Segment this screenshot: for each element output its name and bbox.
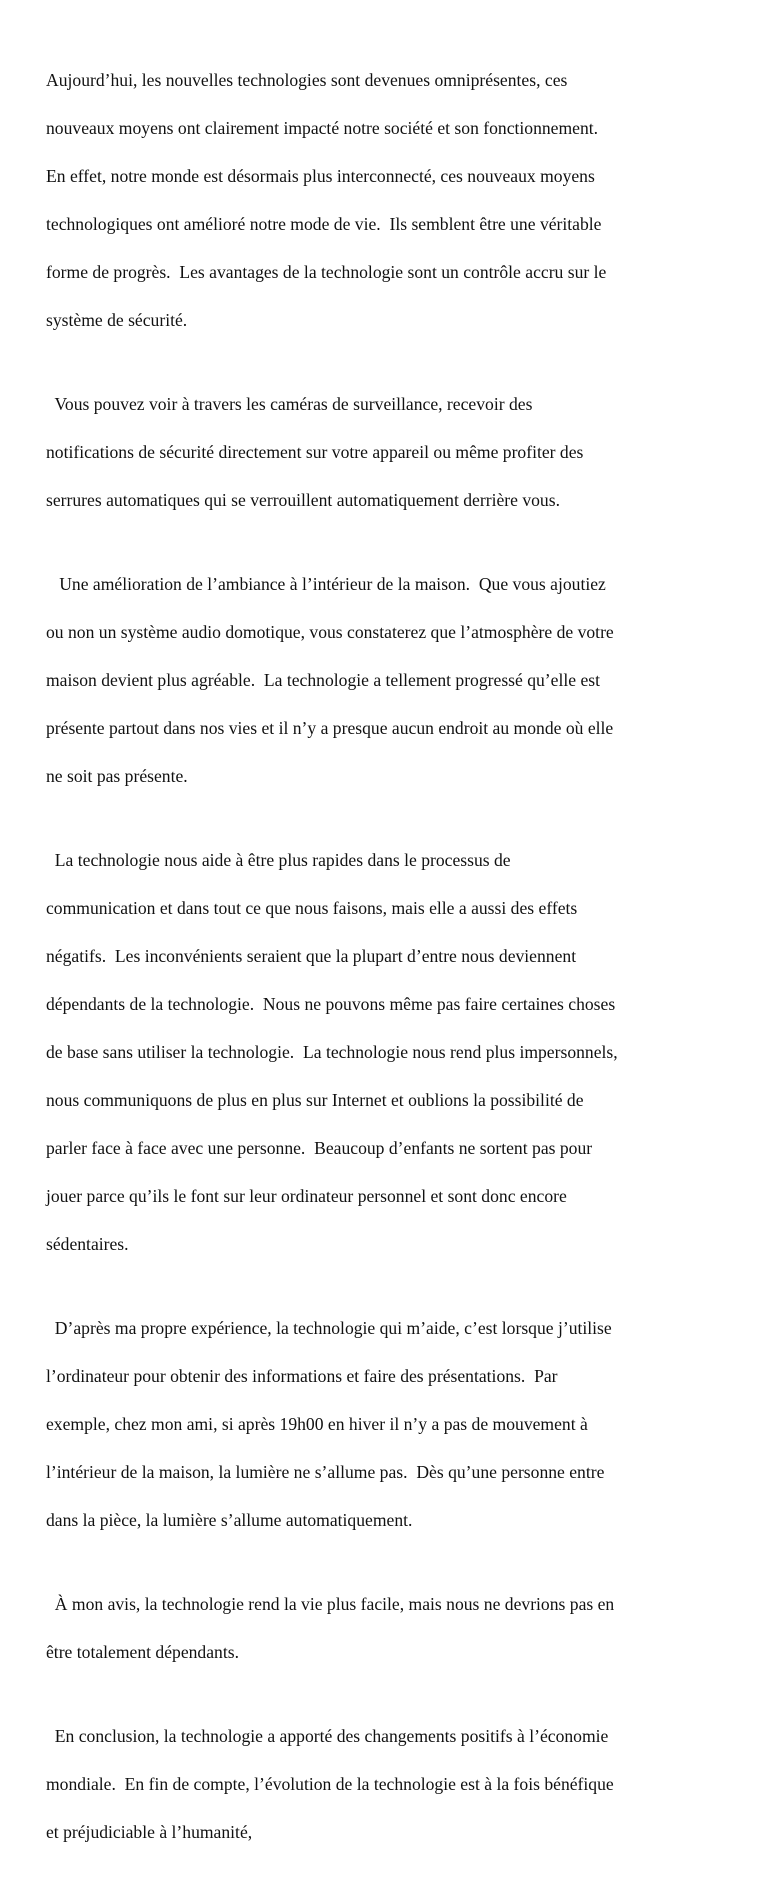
text-line: À mon avis, la technologie rend la vie plus facile, mais nous ne devrions pas en [46, 1594, 615, 1614]
text-line: nous communiquons de plus en plus sur Internet et oublions la possibilité de [46, 1090, 584, 1110]
text-line: mondiale. En fin de compte, l’évolution de la technologie est à la fois bénéfique [46, 1774, 614, 1794]
text-line: nouveaux moyens ont clairement impacté notre société et son fonctionnement. [46, 118, 599, 138]
text-line: dans la pièce, la lumière s’allume automatiquement. [46, 1510, 413, 1530]
text-line: sédentaires. [46, 1234, 129, 1254]
text-line: parler face à face avec une personne. Beaucoup d’enfants ne sortent pas pour [46, 1138, 593, 1158]
text-line: l’intérieur de la maison, la lumière ne s’allume pas. Dès qu’une personne entre [46, 1462, 605, 1482]
text-line: ou non un système audio domotique, vous constaterez que l’atmosphère de votre [46, 622, 614, 642]
document-page [46, 44, 726, 1880]
text-line: l’ordinateur pour obtenir des informations et faire des présentations. Par [46, 1366, 558, 1386]
paragraph-1 [46, 44, 726, 356]
text-line: Aujourd’hui, les nouvelles technologies sont devenues omniprésentes, ces [46, 70, 568, 90]
text-line: forme de progrès. Les avantages de la technologie sont un contrôle accru sur le [46, 262, 607, 282]
text-line: Vous pouvez voir à travers les caméras de surveillance, recevoir des [46, 394, 533, 414]
text-line: de base sans utiliser la technologie. La technologie nous rend plus impersonnels, [46, 1042, 618, 1062]
text-line: négatifs. Les inconvénients seraient que la plupart d’entre nous deviennent [46, 946, 577, 966]
text-line: jouer parce qu’ils le font sur leur ordinateur personnel et sont donc encore [46, 1186, 567, 1206]
paragraph-4 [46, 824, 726, 1280]
text-line: En conclusion, la technologie a apporté des changements positifs à l’économie [46, 1726, 609, 1746]
text-line: notifications de sécurité directement sur votre appareil ou même profiter des [46, 442, 584, 462]
text-line: et préjudiciable à l’humanité, [46, 1822, 253, 1842]
text-line: La technologie nous aide à être plus rapides dans le processus de [46, 850, 511, 870]
text-line: système de sécurité. [46, 310, 188, 330]
paragraph-2 [46, 368, 726, 536]
text-line: ne soit pas présente. [46, 766, 188, 786]
text-line: Une amélioration de l’ambiance à l’intérieur de la maison. Que vous ajoutiez [46, 574, 606, 594]
text-line: maison devient plus agréable. La technologie a tellement progressé qu’elle est [46, 670, 601, 690]
text-line: serrures automatiques qui se verrouillent automatiquement derrière vous. [46, 490, 560, 510]
text-line: En effet, notre monde est désormais plus interconnecté, ces nouveaux moyens [46, 166, 595, 186]
text-line: communication et dans tout ce que nous faisons, mais elle a aussi des effets [46, 898, 578, 918]
paragraph-3 [46, 548, 726, 812]
text-line: technologiques ont amélioré notre mode de vie. Ils semblent être une véritable [46, 214, 602, 234]
text-line: être totalement dépendants. [46, 1642, 239, 1662]
text-line: D’après ma propre expérience, la technologie qui m’aide, c’est lorsque j’utilise [46, 1318, 612, 1338]
text-line: exemple, chez mon ami, si après 19h00 en hiver il n’y a pas de mouvement à [46, 1414, 588, 1434]
paragraph-6 [46, 1568, 726, 1688]
text-line: présente partout dans nos vies et il n’y a presque aucun endroit au monde où elle [46, 718, 614, 738]
paragraph-7 [46, 1700, 726, 1868]
text-line: dépendants de la technologie. Nous ne pouvons même pas faire certaines choses [46, 994, 616, 1014]
paragraph-5 [46, 1292, 726, 1556]
